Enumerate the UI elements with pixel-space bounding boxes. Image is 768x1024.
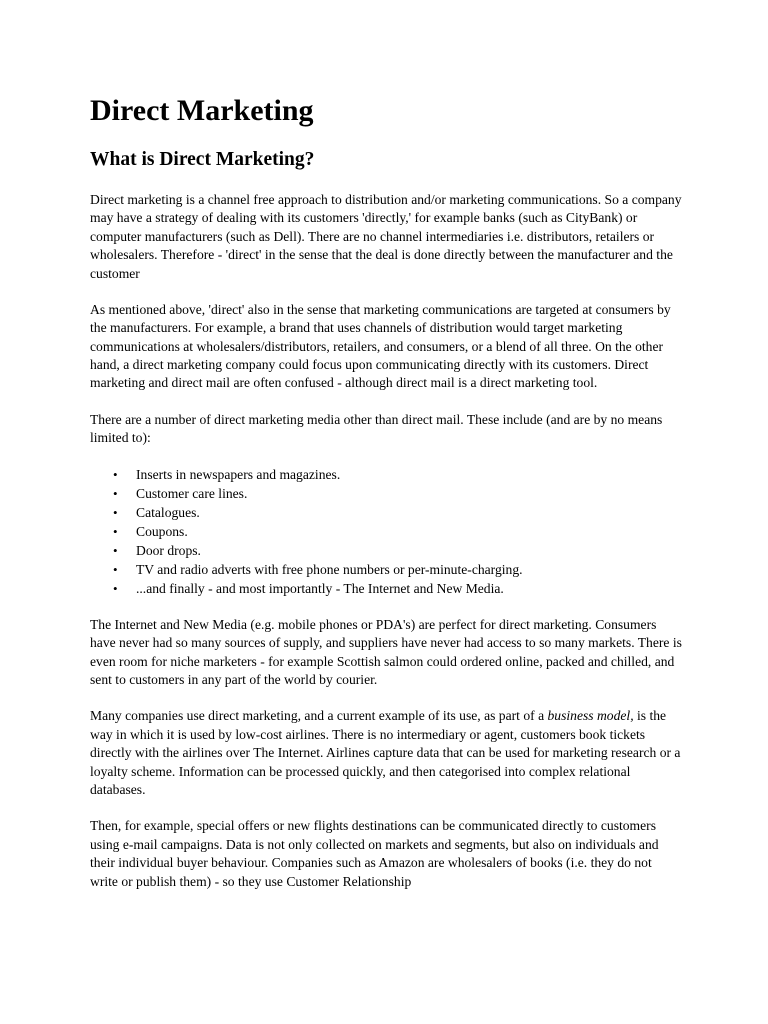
list-item-text: TV and radio adverts with free phone numbers or per-minute-charging. [136, 562, 523, 578]
section-heading: What is Direct Marketing? [90, 149, 315, 170]
list-item-text: Customer care lines. [136, 486, 248, 502]
paragraph-targeting: As mentioned above, 'direct' also in the sense that marketing communications are targeted at consumers by the manufacturers. For example, a brand that uses channels of distribution would target marketing communications at wholesalers/distributors, retailers, and consumers, or a blend of all three. On the other hand, a direct marketing company could focus upon communicating directly with its customers. Direct marketing and direct mail are often confused - although direct mail is a direct marketing tool. [90, 301, 671, 391]
list-item [90, 522, 682, 541]
paragraph-intro: Direct marketing is a channel free approach to distribution and/or marketing communications. So a company may have a strategy of dealing with its customers 'directly,' for example banks (such as CityBank) or computer manufacturers (such as Dell). There are no channel intermediaries i.e. distributors, retailers or wholesalers. Therefore - 'direct' in the sense that the deal is done directly between the manufacturer and the customer [90, 192, 682, 281]
paragraph-internet: The Internet and New Media (e.g. mobile phones or PDA's) are perfect for direct marketing. Consumers have never had so many sources of supply, and suppliers have never had access to so many markets. There is even room for niche marketers - for example Scottish salmon could ordered online, packed and chilled, and sent to customers in any part of the world by courier. [90, 617, 682, 688]
bullet-icon: • [113, 467, 118, 483]
list-item-text: ...and finally - and most importantly - The Internet and New Media. [136, 581, 504, 597]
paragraph-campaigns: Then, for example, special offers or new flights destinations can be communicated directly to customers using e-mail campaigns. Data is not only collected on markets and segments, but also on individuals and their individual buyer behaviour. Companies such as Amazon are wholesalers of books (i.e. they do not write or publish them) - so they use Customer Relationship [90, 818, 659, 889]
list-item [90, 503, 682, 522]
paragraph-airlines-end: is the way in which it is used by low-cost airlines. There is no intermediary or agent, customers book tickets directly with the airlines over The Internet. Airlines capture data that can be used for marketing research or a loyalty scheme. Information can be processed quickly, and then categorised into complex relational databases. [90, 708, 681, 798]
list-item [90, 541, 682, 560]
list-item-text: Door drops. [136, 543, 201, 559]
bullet-icon: • [113, 505, 118, 521]
list-item-text: Coupons. [136, 524, 188, 540]
list-item-text: Inserts in newspapers and magazines. [136, 467, 341, 483]
paragraph-airlines [90, 707, 682, 799]
media-list [90, 465, 682, 598]
list-item-text: Catalogues. [136, 505, 200, 521]
list-item [90, 579, 682, 598]
list-item [90, 465, 682, 484]
business-model-term: business model, [547, 708, 634, 724]
bullet-icon: • [113, 486, 118, 502]
bullet-icon: • [113, 543, 118, 559]
document-body [90, 191, 682, 909]
paragraph-media-intro: There are a number of direct marketing media other than direct mail. These include (and are by no means limited to): [90, 411, 663, 446]
list-item [90, 560, 682, 579]
bullet-icon: • [113, 562, 118, 578]
paragraph-airlines-start: Many companies use direct marketing, and a current example of its use, as part of a [90, 708, 548, 724]
list-item [90, 484, 682, 503]
bullet-icon: • [113, 581, 118, 597]
document-title: Direct Marketing [90, 94, 314, 127]
bullet-icon: • [113, 524, 118, 540]
